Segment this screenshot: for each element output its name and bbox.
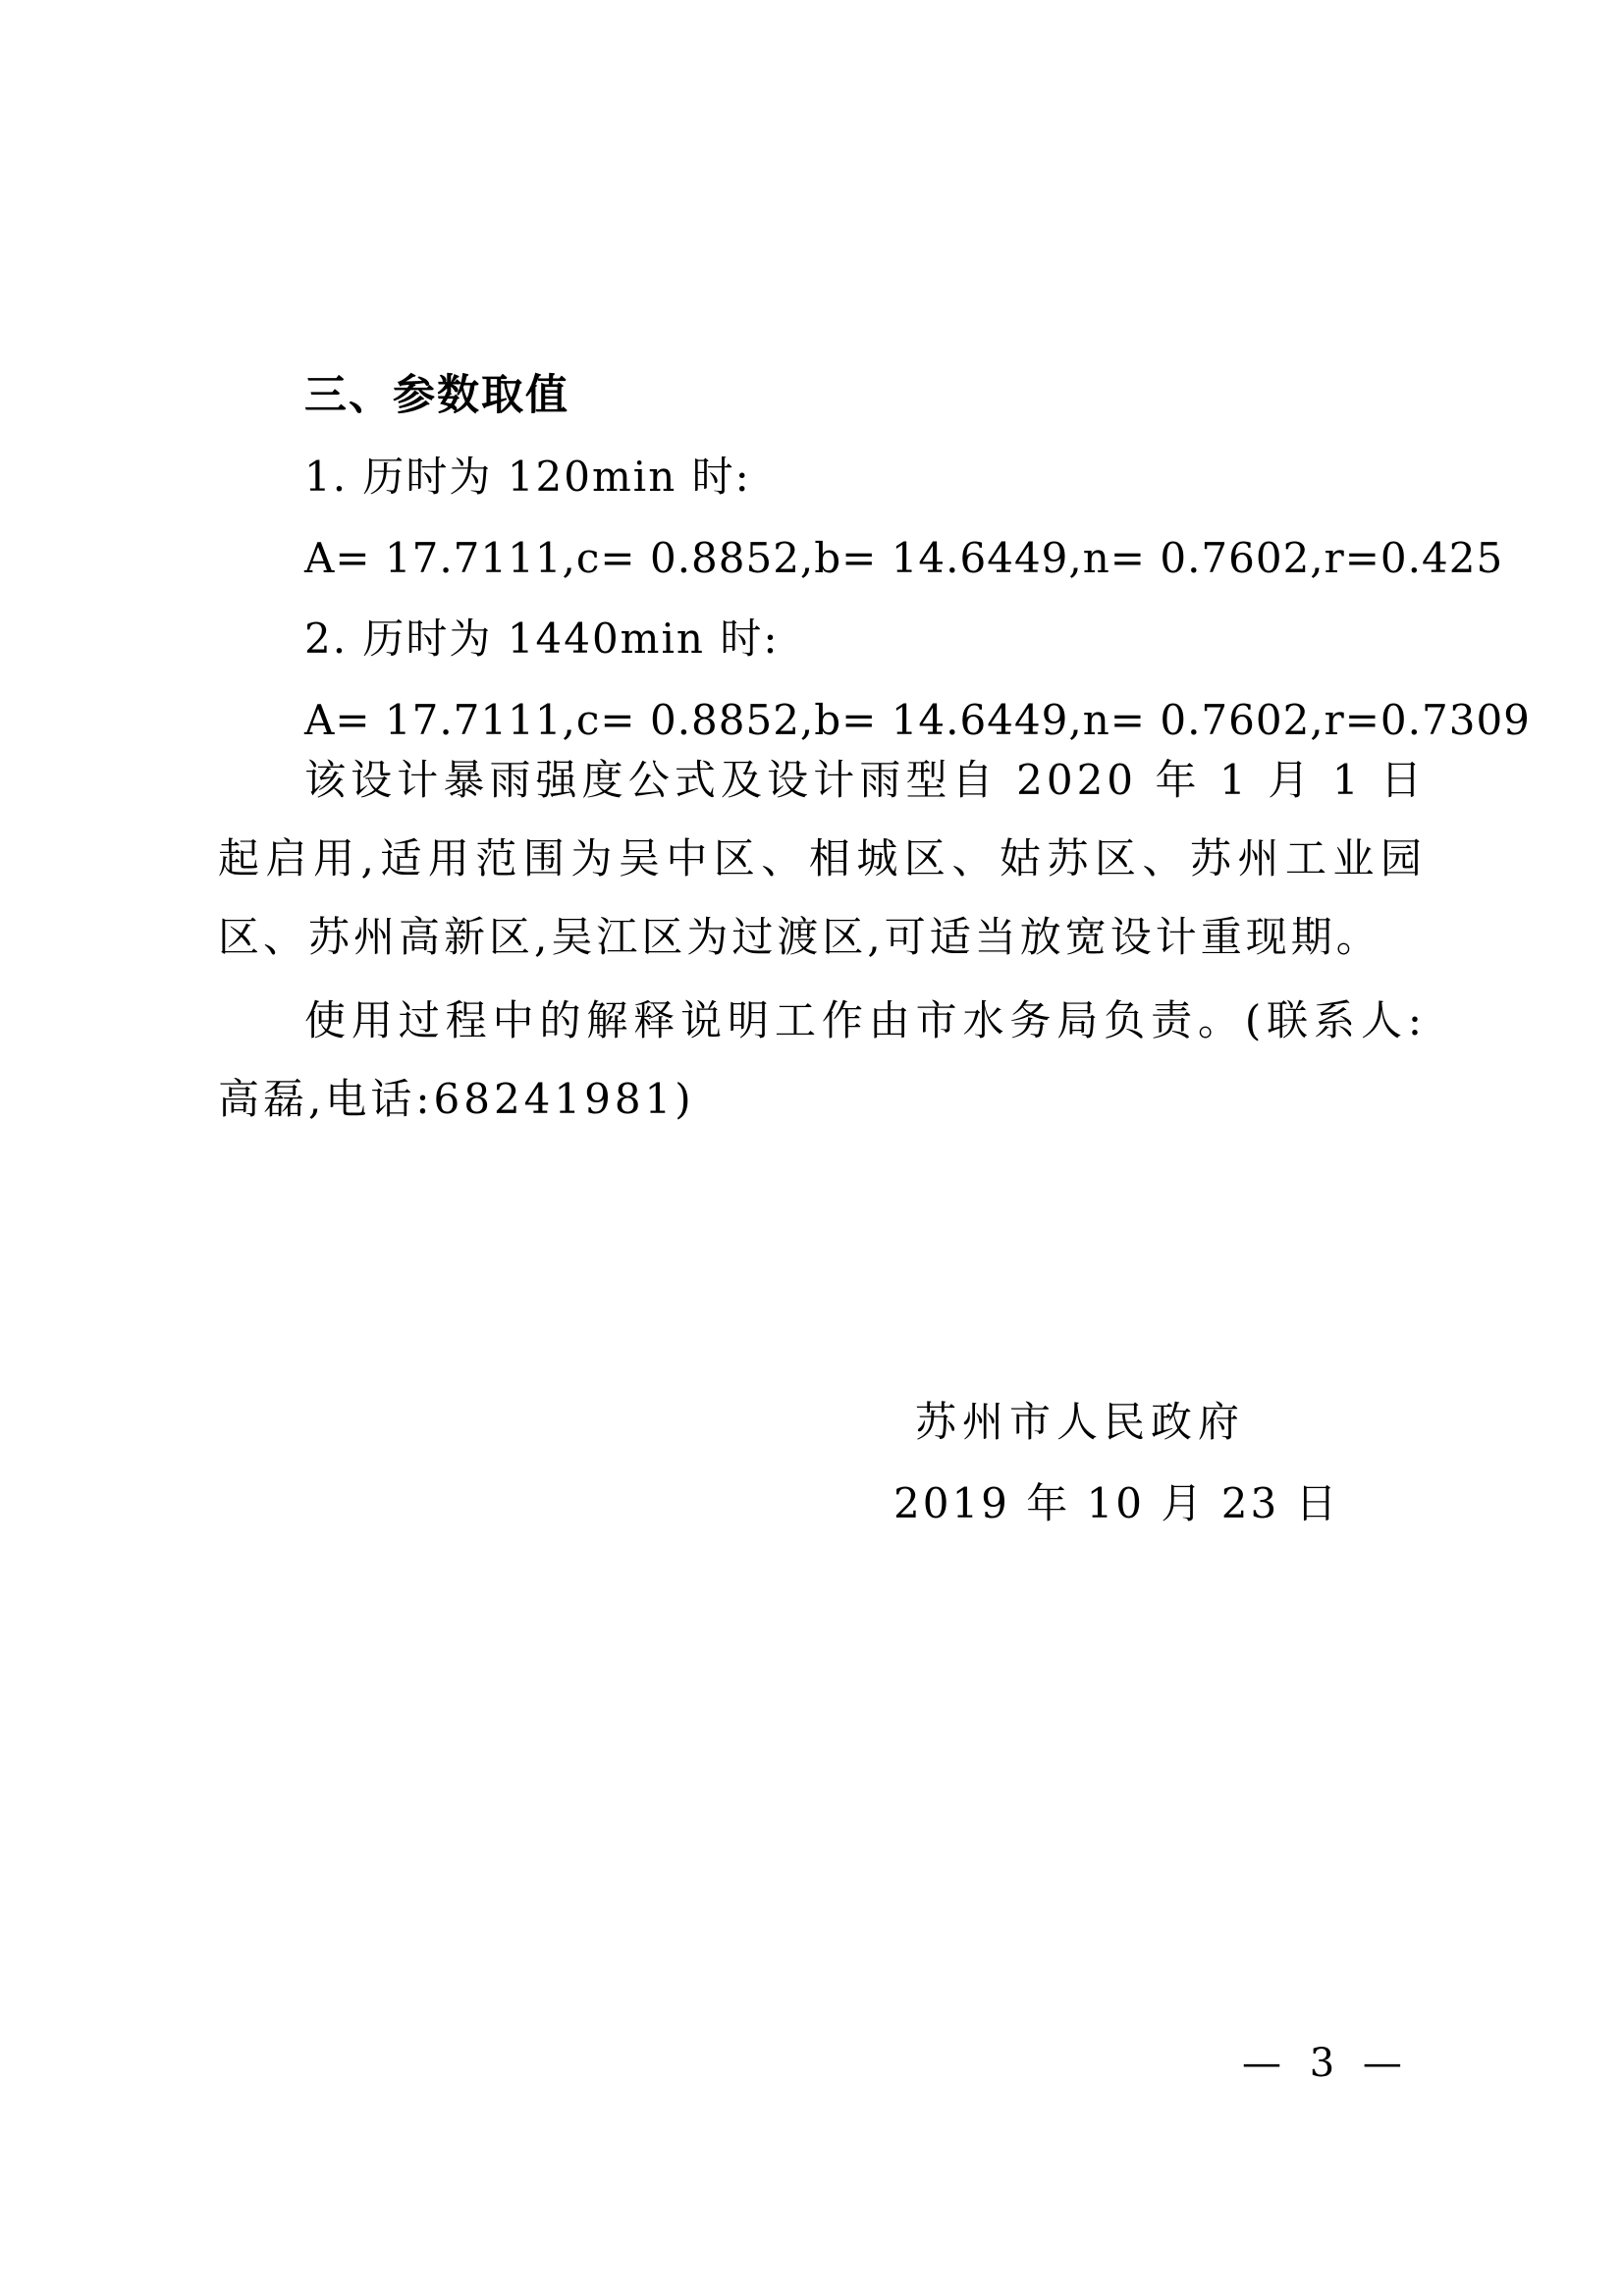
contact-paragraph: 使用过程中的解释说明工作由市水务局负责。(联系人:高磊,电话:68241981) — [218, 996, 1426, 1123]
item-title-1440min: 2. 历时为 1440min 时: — [304, 614, 780, 663]
param-a: A= 17.7111, — [304, 696, 576, 744]
issue-date: 2019 年 10 月 23 日 — [893, 1479, 1340, 1527]
param-n: n= 0.7602, — [1082, 696, 1325, 744]
param-c: c= 0.8852, — [575, 696, 815, 744]
param-r: r=0.7309 — [1324, 696, 1531, 744]
item-title-120min: 1. 历时为 120min 时: — [304, 453, 751, 501]
param-b: b= 14.6449, — [814, 696, 1083, 744]
param-a: A= 17.7111, — [304, 534, 576, 582]
section-heading: 三、参数取值 — [304, 371, 569, 420]
param-c: c= 0.8852, — [575, 534, 815, 582]
page-number: — 3 — — [1242, 2041, 1410, 2086]
issuer-signature: 苏州市人民政府 — [915, 1398, 1246, 1446]
scope-paragraph: 该设计暴雨强度公式及设计雨型自 2020 年 1 月 1 日起启用,适用范围为吴中区、相城区、姑苏区、苏州工业园区、苏州高新区,吴江区为过渡区,可适当放宽设计重现期。 — [218, 756, 1426, 961]
param-r: r=0.425 — [1324, 534, 1504, 582]
param-n: n= 0.7602, — [1082, 534, 1325, 582]
params-1440min — [304, 696, 1531, 744]
params-120min — [304, 534, 1504, 582]
param-b: b= 14.6449, — [814, 534, 1083, 582]
